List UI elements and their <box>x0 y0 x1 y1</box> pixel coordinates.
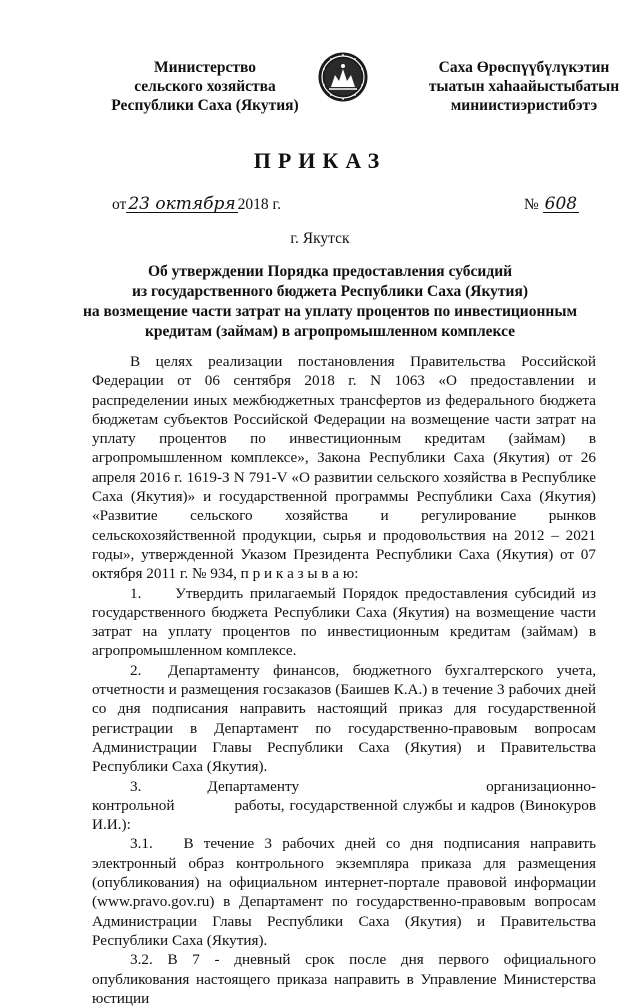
ministry-name-line: миниистиэристибэтэ <box>450 97 598 114</box>
paragraph-item-3: 3. Департаменту организационно-контрольной работы, государственной службы и кадров (Винокуров И.И.): <box>92 777 596 834</box>
paragraph-preamble: В целях реализации постановления Правительства Российской Федерации от 06 сентября 2018 г. N 1063 «О предоставлении и распределении иных межбюджетных трансфертов из федерального бюджета бюджетам субъектов Российской Федерации на возмещение части затрат на уплату процентов по инвестиционным кредитам (займам) в агропромышленном комплексе», Закона Республики Саха (Якутия) от 26 апреля 2016 г. 1619-З N 791-V «О развитии сельского хозяйства в Республике Саха (Якутия)» и государственной программы Республики Саха (Якутия) «Развитие сельского хозяйства и регулирование рынков сельскохозяйственной продукции, сырья и продовольствия на 2012 – 2021 годы», утвержденной Указом Президента Республики Саха (Якутия) от 07 октября 2011 г. № 934, п р и к а з ы в а ю: <box>92 353 596 583</box>
order-subject <box>40 262 620 342</box>
order-number <box>524 196 579 214</box>
number-sign: № <box>524 196 539 213</box>
order-date <box>112 196 281 214</box>
ministry-name-line: тыатын хаһаайыстыбатын <box>428 78 620 95</box>
ministry-name-yakut <box>410 58 638 115</box>
paragraph-item-3-2: 3.2. В 7 - дневный срок после дня первого официального опубликования настоящего приказа направить в Управление Министерства юстиции <box>92 951 596 1007</box>
ministry-name-line: Министерство <box>154 59 256 76</box>
paragraph-item-1: 1. Утвердить прилагаемый Порядок предоставления субсидий из государственного бюджета Республики Саха (Якутия) на возмещение части затрат на уплату процентов по инвестиционным кредитам (займам) в агропромышленном комплексе. <box>92 584 596 660</box>
subject-line: из государственного бюджета Республики Саха (Якутия) <box>131 283 529 300</box>
ministry-name-russian <box>105 58 305 115</box>
handwritten-date: 23 октября <box>128 194 236 214</box>
subject-line: кредитам (займам) в агропромышленном комплексе <box>144 323 516 340</box>
handwritten-number: 608 <box>544 194 578 214</box>
ministry-name-line: Саха Өрөспүүбүлүкэтин <box>438 59 610 76</box>
paragraph-item-3-1: 3.1. В течение 3 рабочих дней со дня подписания направить электронный образ контрольного экземпляра приказа для размещения (опубликования) на официальном интернет-портале правовой информации (www.pravo.gov.ru) в Департамент по государственно-правовым вопросам Администрации Главы Республики Саха (Якутия) и Правительства Республики Саха (Якутия). <box>92 835 596 949</box>
ministry-name-line: Республики Саха (Якутия) <box>111 97 299 114</box>
order-body <box>92 352 596 1008</box>
coat-of-arms-icon <box>317 51 369 103</box>
paragraph-item-2: 2. Департаменту финансов, бюджетного бухгалтерского учета, отчетности и размещения госзаказов (Баишев К.А.) в течение 3 рабочих дней со дня подписания направить настоящий приказ для государственной регистрации в Департамент по государственно-правовым вопросам Администрации Главы Республики Саха (Якутия) и Правительства Республики Саха (Якутия). <box>92 661 596 776</box>
subject-line: Об утверждении Порядка предоставления субсидий <box>147 263 513 280</box>
document-title: ПРИКАЗ <box>253 148 387 173</box>
city: г. Якутск <box>290 230 350 247</box>
ministry-name-line: сельского хозяйства <box>134 78 276 95</box>
date-year: 2018 г. <box>237 196 281 213</box>
subject-line: на возмещение части затрат на уплату процентов по инвестиционным <box>82 303 578 320</box>
date-prefix: от <box>112 196 127 213</box>
